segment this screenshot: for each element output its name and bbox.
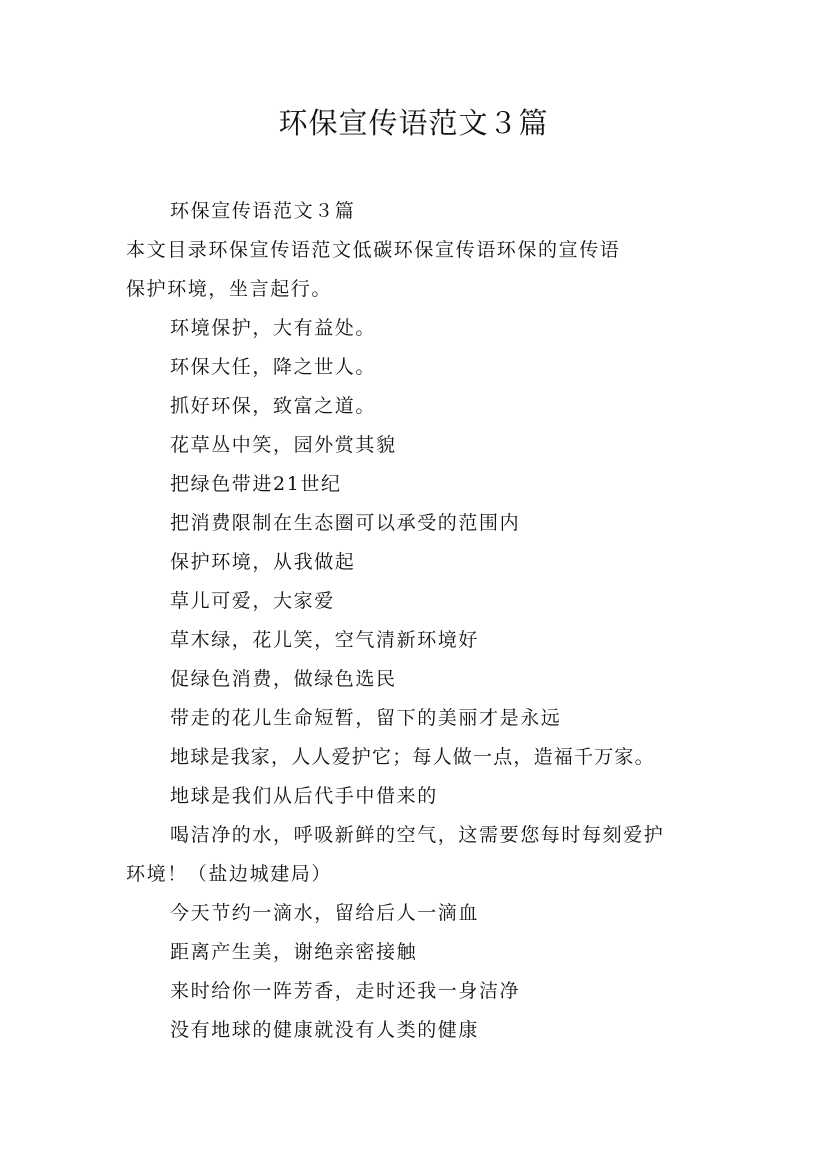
paragraph-line: 地球是我们从后代手中借来的 [170,785,438,807]
paragraph-line: 环保大任，降之世人。 [170,356,377,378]
paragraph-line: 保护环境，坐言起行。 [126,278,333,300]
paragraph-line: 草儿可爱，大家爱 [170,590,335,612]
paragraph-line: 距离产生美，谢绝亲密接触 [170,941,418,963]
paragraph-line: 今天节约一滴水，留给后人一滴血 [170,902,480,924]
paragraph-line: 草木绿，花儿笑，空气清新环境好 [170,629,480,651]
paragraph-line: 把绿色带进21世纪 [170,473,342,495]
paragraph-line: 本文目录环保宣传语范文低碳环保宣传语环保的宣传语 [126,239,621,261]
paragraph-line: 环境保护，大有益处。 [170,317,377,339]
paragraph-line: 喝洁净的水，呼吸新鲜的空气，这需要您每时每刻爱护 [170,824,665,846]
paragraph-line: 来时给你一阵芳香，走时还我一身洁净 [170,980,521,1002]
paragraph-line: 促绿色消费，做绿色选民 [170,668,397,690]
paragraph-line: 抓好环保，致富之道。 [170,395,377,417]
paragraph-line: 带走的花儿生命短暂，留下的美丽才是永远 [170,707,562,729]
paragraph-line: 花草丛中笑，园外赏其貌 [170,434,397,456]
paragraph-line: 地球是我家，人人爱护它；每人做一点，造福千万家。 [170,746,655,768]
paragraph-line: 环境！（盐边城建局） [126,863,333,885]
document-title: 环保宣传语范文３篇 [278,106,549,140]
paragraph-line: 没有地球的健康就没有人类的健康 [170,1019,480,1041]
paragraph-line: 环保宣传语范文３篇 [170,200,356,222]
paragraph-line: 把消费限制在生态圈可以承受的范围内 [170,512,521,534]
paragraph-line: 保护环境，从我做起 [170,551,356,573]
